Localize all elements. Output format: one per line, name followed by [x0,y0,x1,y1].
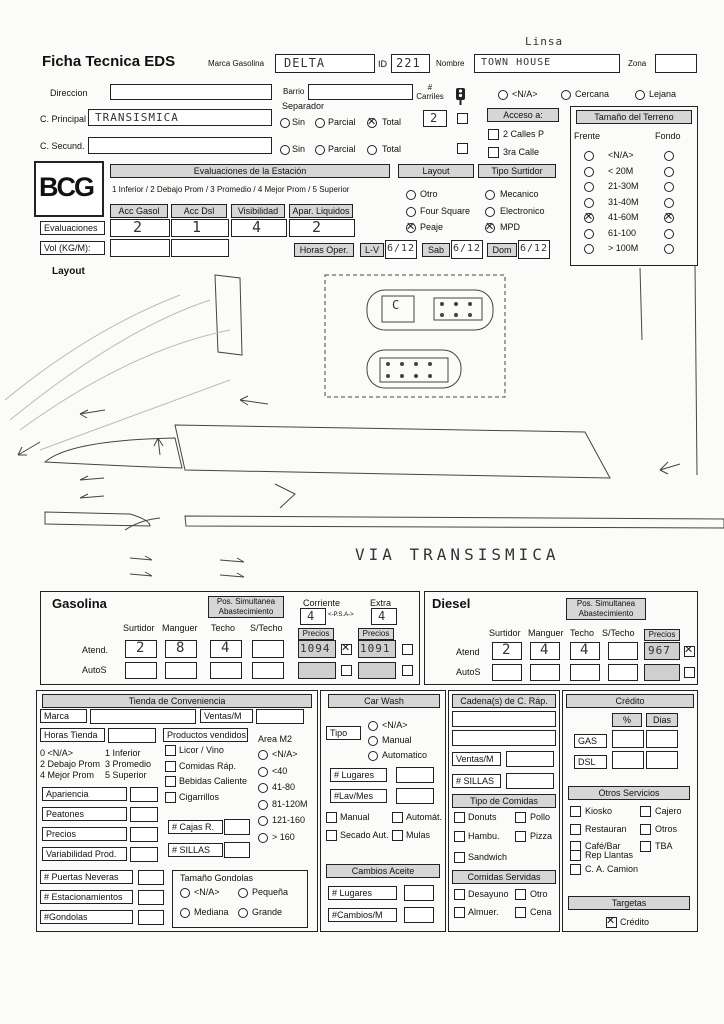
cadenas-title: Cadena(s) de C. Ráp. [452,694,556,708]
gas-autos-precio-1[interactable] [298,662,336,679]
nombre-label: Nombre [436,59,465,68]
cprincipal-label: C. Principal [40,114,87,124]
eval-acc-dsl-value: 1 [192,218,203,236]
area-radio-2[interactable] [258,783,268,793]
tienda-eval-label-1: Peatones [42,807,127,821]
tienda-scale-2: 2 Debajo Prom [40,759,101,769]
producto-label-3: Cigarrillos [179,791,220,802]
gasolina-pos-label: Pos. Simultanea Abastecimiento [208,596,284,618]
dsl-autos-checkbox[interactable] [684,667,695,678]
servidas-title: Comidas Servidas [452,870,556,884]
gas-atend-manguer-value: 8 [176,640,186,656]
carwash-secado-checkbox[interactable] [326,830,337,841]
terreno-row-label-5: 61-100 [608,227,637,238]
psa-label: <-P.S.A-> [328,612,354,618]
sketch-title: Layout [52,266,85,277]
credito-dsl-pct[interactable] [612,751,644,769]
tienda-count-field-1[interactable] [138,890,164,905]
logo-text: BCG [39,172,93,202]
dsl-col-techo: Techo [570,628,595,638]
almuer-checkbox[interactable] [454,907,465,918]
dos-calles-label: 2 Calles P [503,129,545,139]
carwash-mulas-check-label: Mulas [406,830,431,840]
dsl-atend-manguer[interactable] [530,642,560,660]
gondola-pequena-radio[interactable] [238,888,248,898]
carwash-tipo-label: Tipo [326,726,361,740]
carwash-auto-label: Automatico [382,750,428,760]
gas-atend-manguer[interactable] [165,640,197,658]
cadenas-sillas-field[interactable] [506,773,554,789]
carwash-manual-label: Manual [382,735,412,745]
cadenas-field-2[interactable] [452,730,556,746]
lv-value: 6/12 [387,243,416,254]
area-radio-5[interactable] [258,833,268,843]
donuts-checkbox[interactable] [454,812,465,823]
dsl-atend-surtidor[interactable] [492,642,522,660]
dsl-col-stecho: S/Techo [602,628,635,638]
layout-four-square-label: Four Square [420,206,471,216]
credito-title: Crédito [566,694,694,708]
col-acc-gasol: Acc Gasol [110,204,168,218]
precio-extra-value: 1091 [360,642,391,655]
gondola-mediana-radio[interactable] [180,908,190,918]
tienda-count-label-1: # Estacionamientos [40,890,133,904]
tarjetas-title: Targetas [568,896,690,910]
tienda-scale-3: 3 Promedio [105,759,152,769]
terreno-row-label-0: <N/A> [608,150,634,160]
otros-checkbox-0[interactable] [570,806,581,817]
otros-checkbox-5[interactable] [640,841,651,852]
area-label-2: 41-80 [272,782,296,792]
credito-dsl-dias[interactable] [646,751,678,769]
col-visibilidad: Visibilidad [231,204,285,218]
cs-total-label: Total [382,144,402,154]
tienda-ventas-label: Ventas/M [200,709,253,723]
gas-autos-techo[interactable] [210,662,242,679]
tipo-mpd-label: MPD [500,222,520,232]
gondola-mediana-label: Mediana [194,907,229,917]
desayuno-checkbox[interactable] [454,889,465,900]
area-label-3: 81-120M [272,798,308,809]
otros-checkbox-6[interactable] [570,850,581,861]
tienda-ventas-field[interactable] [256,709,304,724]
eval-apar-liquidos-value: 2 [312,218,323,236]
dsl-autos-label: AutoS [456,667,481,677]
cs-sin-label: Sin [292,144,306,154]
dsl-atend-surtidor-value: 2 [502,642,512,658]
gas-col-surtidor: Surtidor [123,623,155,633]
tienda-scale-0: 0 <N/A> [40,748,74,758]
lv-label: L-V [360,243,384,257]
producto-label-0: Licor / Vino [179,745,224,755]
extra-label: Extra [370,598,392,608]
csecund-label: C. Secund. [40,141,85,151]
aceite-cambios-label: #Cambios/M [328,908,397,922]
carwash-manual-radio[interactable] [368,736,378,746]
dsl-autos-techo[interactable] [570,664,600,681]
producto-label-1: Comidas Ráp. [179,760,237,771]
cprincipal-value: TRANSISMICA [95,111,179,124]
carriles-value: 2 [430,111,439,125]
gas-col-techo: Techo [211,623,236,633]
tarjeta-credito-label: Crédito [620,917,650,927]
dsl-autos-manguer[interactable] [530,664,560,681]
horas-label: Horas Oper. [294,243,354,257]
otro-label: Otro [530,889,548,899]
area-label-4: 121-160 [272,815,306,825]
dsl-precios-label: Precios [644,629,680,641]
layout-peaje-label: Peaje [420,222,444,232]
marca-value: DELTA [284,56,326,70]
area-radio-0[interactable] [258,750,268,760]
tarjeta-credito-checkbox[interactable] [606,917,617,928]
producto-checkbox-3[interactable] [165,792,176,803]
tienda-eval-field-2[interactable] [130,827,158,842]
gas-atend-label: Atend. [82,645,109,655]
diesel-title: Diesel [432,596,471,611]
cp-total-label: Total [382,117,402,127]
tienda-eval-field-0[interactable] [130,787,158,802]
desayuno-label: Desayuno [468,889,509,899]
terreno-row-label-2: 21-30M [608,181,639,191]
tipo-surtidor-title: Tipo Surtidor [478,164,556,178]
dom-value: 6/12 [520,243,549,254]
gas-atend-stecho[interactable] [252,640,284,658]
tienda-count-field-2[interactable] [138,910,164,925]
area-radio-3[interactable] [258,800,268,810]
dsl-col-surtidor: Surtidor [489,628,521,638]
credito-gas-pct[interactable] [612,730,644,748]
gas-atend-surtidor[interactable] [125,640,157,658]
dsl-atend-techo-value: 4 [580,642,590,658]
pizza-checkbox[interactable] [515,831,526,842]
tienda-count-field-0[interactable] [138,870,164,885]
corriente-label: Corriente [303,598,341,608]
otro-checkbox[interactable] [515,889,526,900]
barrio-label: Barrio [283,87,305,96]
cajas-field[interactable] [224,819,250,835]
gas-col-stecho: S/Techo [250,623,283,633]
carwash-lugares-field[interactable] [396,767,434,783]
gas-autos-checkbox-2[interactable] [402,665,413,676]
gas-autos-stecho[interactable] [252,662,284,679]
tienda-count-label-2: #Gondolas [40,910,133,924]
tercera-calle-label: 3ra Calle [503,147,540,157]
gondola-na-radio[interactable] [180,888,190,898]
otros-label-6: Rep Llantas [585,849,634,860]
tienda-horas-label: Horas Tienda [40,728,105,742]
tienda-eval-field-1[interactable] [130,807,158,822]
id-value: 221 [396,56,421,70]
evaluaciones-scale: 1 Inferior / 2 Debajo Prom / 3 Promedio / 4 Mejor Prom / 5 Superior [112,185,350,194]
cs-parcial-label: Parcial [328,144,356,154]
corriente-field[interactable] [300,608,326,625]
gondola-pequena-label: Pequeña [252,887,289,897]
hambu-label: Hambu. [468,831,500,841]
credito-dsl-label: DSL [574,755,607,769]
dom-label: Dom [487,243,517,257]
cadenas-field-1[interactable] [452,711,556,727]
precio-extra-field[interactable] [358,640,396,658]
precio-extra-checkbox[interactable] [402,644,413,655]
carwash-manual-checkbox[interactable] [326,812,337,823]
aceite-cambios-field[interactable] [404,907,434,923]
col-acc-dsl: Acc Dsl [171,204,227,218]
otros-title: Otros Servicios [568,786,690,800]
tienda-count-label-0: # Puertas Neveras [40,870,133,884]
sandwich-label: Sandwich [468,852,508,862]
eval-visibilidad-value: 4 [252,218,263,236]
dsl-col-manguer: Manguer [528,628,564,638]
cadenas-ventas-field[interactable] [506,751,554,767]
otros-checkbox-2[interactable] [570,824,581,835]
marca-label: Marca Gasolina [208,59,265,68]
otros-checkbox-1[interactable] [640,806,651,817]
carwash-manual-check-label: Manual [340,812,370,822]
fondo-label: Fondo [655,131,681,141]
evaluaciones-row-label: Evaluaciones [40,221,105,235]
tienda-marca-field[interactable] [90,709,196,724]
gas-autos-surtidor[interactable] [125,662,157,679]
frente-label: Frente [574,131,601,141]
credito-gas-label: GAS [574,734,607,748]
gas-precios-label-1: Precios [298,628,334,640]
cena-label: Cena [530,907,552,917]
tienda-scale-4: 4 Mejor Prom [40,770,95,780]
dsl-atend-techo[interactable] [570,642,600,660]
tienda-eval-label-0: Apariencia [42,787,127,801]
nombre-note: Linsa [525,35,564,48]
carwash-automat-checkbox[interactable] [392,812,403,823]
cp-sin-label: Sin [292,117,306,127]
gas-autos-precio-2[interactable] [358,662,396,679]
area-radio-1[interactable] [258,767,268,777]
tienda-scale-1: 1 Inferior [105,748,141,758]
tienda-sillas-field[interactable] [224,842,250,858]
gondola-grande-radio[interactable] [238,908,248,918]
gas-atend-surtidor-value: 2 [136,640,146,656]
acceso-label: Acceso a: [487,108,559,122]
cercana-label: Cercana [575,89,610,99]
credito-dias-label: Dias [646,713,678,727]
terreno-row-label-4: 41-60M [608,212,639,222]
area-radio-4[interactable] [258,816,268,826]
extra-value: 4 [378,609,387,623]
gasolina-title: Gasolina [52,596,107,611]
pizza-label: Pizza [530,831,553,841]
tienda-title: Tienda de Conveniencia [42,694,312,708]
col-apar-liquidos: Apar. Liquidos [289,204,353,218]
carwash-automat-check-label: Automát. [406,812,443,822]
terreno-row-label-3: 31-40M [608,196,639,207]
gondola-na-label: <N/A> [194,887,220,897]
otros-label-5: TBA [655,841,673,851]
tienda-horas-field[interactable] [108,728,156,743]
tipo-comidas-title: Tipo de Comidas [452,794,556,808]
lejana-label: Lejana [649,89,677,99]
sab-value: 6/12 [453,243,482,254]
otros-label-7: C. A. Camion [585,864,639,874]
carwash-lav-field[interactable] [396,788,434,804]
gas-col-manguer: Manguer [162,623,198,633]
producto-checkbox-0[interactable] [165,745,176,756]
page-title: Ficha Tecnica EDS [42,53,176,70]
otros-label-3: Otros [655,823,678,834]
pollo-label: Pollo [530,812,551,822]
producto-label-2: Bebidas Caliente [179,776,248,786]
area-label-5: > 160 [272,831,295,842]
carwash-auto-radio[interactable] [368,751,378,761]
corriente-value: 4 [307,609,316,623]
otros-label-1: Cajero [655,806,682,816]
cp-parcial-label: Parcial [328,117,356,127]
credito-pct-label: % [612,713,642,727]
layout-type-title: Layout [398,164,474,178]
dsl-autos-stecho[interactable] [608,664,638,681]
hambu-checkbox[interactable] [454,831,465,842]
separador-label: Separador [282,101,325,111]
aceite-title: Cambios Aceite [326,864,440,878]
aceite-lugares-label: # Lugares [328,886,397,900]
credito-gas-dias[interactable] [646,730,678,748]
productos-title: Productos vendidos [163,728,248,742]
area-label-1: <40 [272,765,288,776]
terreno-row-label-6: > 100M [608,243,639,253]
sandwich-checkbox[interactable] [454,852,465,863]
tienda-sillas-label: # SILLAS [168,843,223,857]
carwash-mulas-checkbox[interactable] [392,830,403,841]
cadenas-ventas-label: Ventas/M [452,752,501,766]
eval-acc-gasol-value: 2 [133,218,144,236]
tienda-scale-5: 5 Superior [105,770,147,780]
zona-label: Zona [628,59,647,68]
gas-autos-manguer[interactable] [165,662,197,679]
direccion-label: Direccion [50,88,88,98]
gondolas-title: Tamaño Gondolas [180,873,254,883]
pollo-checkbox[interactable] [515,812,526,823]
otros-label-4: Café/Bar [585,841,621,851]
sketch-box-label: C [392,298,401,312]
carwash-lugares-label: # Lugares [330,768,387,782]
cadenas-sillas-label: # SILLAS [452,774,501,788]
gas-autos-checkbox-1[interactable] [341,665,352,676]
carwash-lav-label: #Lav/Mes [330,789,387,803]
gas-atend-techo[interactable] [210,640,242,658]
gas-autos-label: AutoS [82,665,107,675]
almuer-label: Almuer. [468,907,499,917]
id-label: ID [378,59,387,69]
otros-label-2: Restauran [585,823,627,834]
carwash-na-label: <N/A> [382,720,408,730]
gondola-grande-label: Grande [252,907,283,917]
carwash-secado-check-label: Secado Aut. [340,830,389,840]
terreno-row-label-1: < 20M [608,165,634,176]
proximity-na-label: <N/A> [512,89,538,99]
tienda-eval-label-3: Variabilidad Prod. [42,847,127,861]
aceite-lugares-field[interactable] [404,885,434,901]
cena-checkbox[interactable] [515,907,526,918]
otros-checkbox-7[interactable] [570,864,581,875]
tienda-marca-label: Marca [40,709,87,723]
cajas-label: # Cajas R. [168,820,223,834]
diesel-pos-label: Pos. Simultanea Abastecimiento [566,598,646,620]
road-label: VIA TRANSISMICA [355,545,560,564]
layout-otro-label: Otro [420,189,438,199]
tipo-electronico-label: Electronico [500,206,545,216]
vol-label: Vol (KG/M): [40,241,105,255]
gas-atend-techo-value: 4 [221,640,231,656]
producto-checkbox-2[interactable] [165,776,176,787]
gas-precios-label-2: Precios [358,628,394,640]
nombre-value: TOWN HOUSE [481,57,552,68]
dsl-autos-surtidor[interactable] [492,664,522,681]
area-label-0: <N/A> [272,749,298,759]
dsl-precio-value: 967 [648,644,671,657]
otros-checkbox-3[interactable] [640,824,651,835]
otros-label-0: Kiosko [585,806,613,816]
donuts-label: Donuts [468,812,497,822]
carwash-title: Car Wash [328,694,440,708]
dsl-precio-field[interactable] [644,642,680,660]
dsl-atend-label: Atend [456,647,480,657]
dsl-atend-stecho[interactable] [608,642,638,660]
carwash-na-radio[interactable] [368,721,378,731]
tienda-eval-field-3[interactable] [130,847,158,862]
tienda-eval-label-2: Precios [42,827,127,841]
precio-corriente-checkbox[interactable] [341,644,352,655]
sab-label: Sab [422,243,450,257]
tipo-mecanico-label: Mecanico [500,189,539,199]
precio-corriente-value: 1094 [300,642,331,655]
area-title: Area M2 [258,734,293,744]
dsl-autos-precio[interactable] [644,664,680,681]
terreno-title: Tamaño del Terreno [576,110,692,124]
dsl-precio-checkbox[interactable] [684,646,695,657]
dsl-atend-manguer-value: 4 [540,642,550,658]
carriles-label: # Carriles [416,83,444,101]
evaluaciones-title: Evaluaciones de la Estación [110,164,390,178]
precio-corriente-field[interactable] [298,640,336,658]
extra-field[interactable] [371,608,397,625]
producto-checkbox-1[interactable] [165,761,176,772]
